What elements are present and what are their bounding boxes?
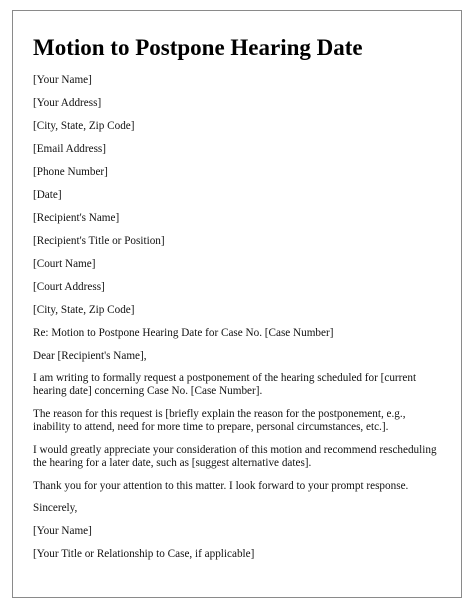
closing: Sincerely,: [33, 502, 78, 514]
subject-line: Re: Motion to Postpone Hearing Date for Case No. [Case Number]: [33, 327, 334, 339]
recipient-title: [Recipient's Title or Position]: [33, 235, 165, 247]
court-address: [Court Address]: [33, 281, 105, 293]
sender-phone: [Phone Number]: [33, 166, 108, 178]
letter-page: [12, 10, 462, 598]
recipient-city-state-zip: [City, State, Zip Code]: [33, 304, 135, 316]
court-name: [Court Name]: [33, 258, 96, 270]
sender-name: [Your Name]: [33, 74, 92, 86]
body-paragraph-request: I am writing to formally request a postponement of the hearing scheduled for [current hearing date] concerning Case No. [Case Number].: [33, 372, 417, 397]
sender-address: [Your Address]: [33, 97, 102, 109]
body-paragraph-thanks: Thank you for your attention to this matter. I look forward to your prompt response.: [33, 480, 409, 492]
signature-name: [Your Name]: [33, 525, 92, 537]
letter-date: [Date]: [33, 189, 62, 201]
sender-email: [Email Address]: [33, 143, 107, 155]
recipient-name: [Recipient's Name]: [33, 212, 120, 224]
salutation: Dear [Recipient's Name],: [33, 350, 147, 362]
signature-title: [Your Title or Relationship to Case, if applicable]: [33, 548, 255, 560]
document-title: Motion to Postpone Hearing Date: [33, 35, 363, 60]
body-paragraph-reason: The reason for this request is [briefly explain the reason for the postponement, e.g., inability to attend, need for more time to prepare, personal circumstances, etc.].: [33, 408, 406, 433]
sender-city-state-zip: [City, State, Zip Code]: [33, 120, 135, 132]
body-paragraph-reschedule: I would greatly appreciate your consideration of this motion and recommend rescheduling the hearing for a later date, such as [suggest alternative dates].: [33, 444, 437, 469]
